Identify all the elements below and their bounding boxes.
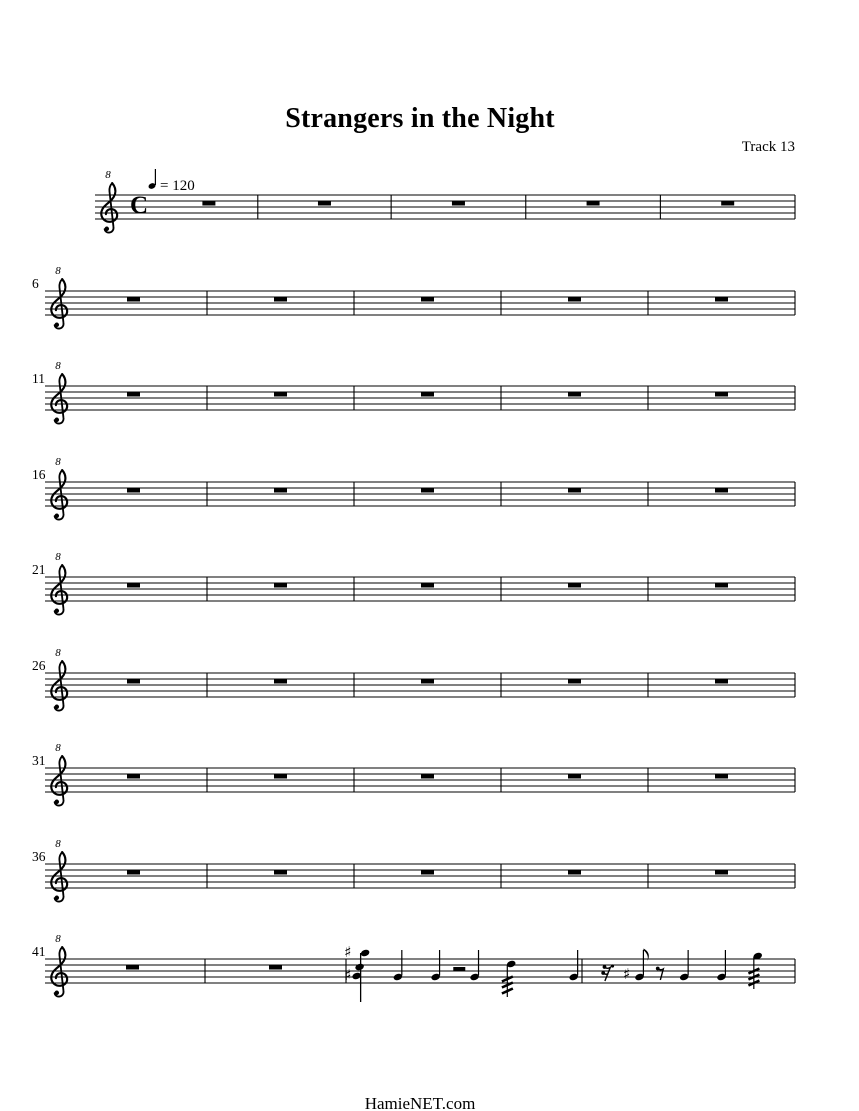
whole-rest bbox=[127, 774, 140, 779]
whole-rest bbox=[421, 679, 434, 684]
svg-text:36: 36 bbox=[32, 849, 46, 864]
eighth-rest bbox=[656, 967, 664, 980]
staff-lines bbox=[95, 195, 795, 219]
sharp-accidental bbox=[344, 966, 351, 984]
svg-text:♯: ♯ bbox=[344, 966, 352, 984]
staff-system-4 bbox=[0, 448, 859, 534]
whole-rest bbox=[568, 392, 581, 397]
whole-rest bbox=[715, 392, 728, 397]
quarter-note bbox=[430, 950, 440, 981]
whole-rest bbox=[127, 392, 140, 397]
svg-text:8: 8 bbox=[55, 265, 61, 277]
whole-rest bbox=[452, 201, 465, 206]
staff-system-1 bbox=[0, 161, 859, 247]
svg-text:8: 8 bbox=[55, 551, 61, 563]
measure-number bbox=[32, 849, 46, 864]
staff-lines bbox=[45, 386, 795, 410]
svg-text:8: 8 bbox=[55, 360, 61, 372]
octave-8-mark bbox=[55, 647, 61, 659]
whole-rest bbox=[715, 488, 728, 493]
whole-rest bbox=[421, 870, 434, 875]
whole-rest bbox=[715, 774, 728, 779]
svg-text:8: 8 bbox=[105, 169, 111, 181]
staff-lines bbox=[45, 291, 795, 315]
octave-8-mark bbox=[105, 169, 111, 181]
whole-rest bbox=[274, 774, 287, 779]
whole-rest bbox=[421, 392, 434, 397]
quarter-note bbox=[679, 950, 689, 981]
measure-number bbox=[32, 658, 46, 673]
whole-rest bbox=[126, 965, 139, 970]
chord-quarter-note bbox=[351, 949, 370, 1002]
svg-text:♯: ♯ bbox=[344, 943, 352, 961]
whole-rest bbox=[269, 965, 282, 970]
track-label: Track 13 bbox=[741, 139, 795, 155]
half-rest bbox=[453, 967, 465, 971]
staff-system-6 bbox=[0, 639, 859, 725]
whole-rest bbox=[127, 679, 140, 684]
whole-rest bbox=[715, 583, 728, 588]
svg-text:16: 16 bbox=[32, 467, 46, 482]
svg-text:8: 8 bbox=[55, 456, 61, 468]
sharp-accidental bbox=[623, 965, 630, 983]
octave-8-mark bbox=[55, 360, 61, 372]
whole-rest bbox=[715, 870, 728, 875]
svg-text:8: 8 bbox=[55, 933, 61, 945]
whole-rest bbox=[568, 583, 581, 588]
whole-rest bbox=[274, 392, 287, 397]
octave-8-mark bbox=[55, 265, 61, 277]
treble-clef-icon bbox=[101, 183, 117, 232]
whole-rest bbox=[274, 679, 287, 684]
whole-rest bbox=[721, 201, 734, 206]
staff-system-7 bbox=[0, 734, 859, 820]
svg-text:6: 6 bbox=[32, 276, 39, 291]
whole-rest bbox=[127, 297, 140, 302]
measure-number bbox=[32, 562, 46, 577]
whole-rest bbox=[568, 297, 581, 302]
svg-text:8: 8 bbox=[55, 838, 61, 850]
sharp-accidental bbox=[344, 943, 351, 961]
svg-text:C: C bbox=[130, 192, 149, 219]
measure-number bbox=[32, 467, 46, 482]
measure-number bbox=[32, 371, 45, 386]
treble-clef-icon bbox=[51, 565, 67, 614]
quarter-note bbox=[716, 950, 726, 981]
whole-rest bbox=[568, 774, 581, 779]
staff-system-2 bbox=[0, 257, 859, 343]
svg-text:8: 8 bbox=[55, 647, 61, 659]
measure-number bbox=[32, 944, 46, 959]
whole-rest bbox=[202, 201, 215, 206]
svg-text:♯: ♯ bbox=[623, 965, 631, 983]
whole-rest bbox=[715, 679, 728, 684]
whole-rest bbox=[127, 488, 140, 493]
octave-8-mark bbox=[55, 551, 61, 563]
staff-system-3 bbox=[0, 352, 859, 438]
whole-rest bbox=[274, 583, 287, 588]
staff-lines bbox=[45, 577, 795, 601]
sheet-content bbox=[32, 0, 795, 1111]
octave-8-mark bbox=[55, 838, 61, 850]
treble-clef-icon bbox=[51, 279, 67, 328]
svg-text:41: 41 bbox=[32, 944, 46, 959]
staff-lines bbox=[45, 768, 795, 792]
svg-text:21: 21 bbox=[32, 562, 46, 577]
svg-text:= 120: = 120 bbox=[160, 178, 195, 194]
page-title: Strangers in the Night bbox=[285, 103, 555, 134]
whole-rest bbox=[421, 583, 434, 588]
svg-text:8: 8 bbox=[55, 742, 61, 754]
treble-clef-icon bbox=[51, 374, 67, 423]
octave-8-mark bbox=[55, 742, 61, 754]
staff-system-8 bbox=[0, 830, 859, 916]
octave-8-mark bbox=[55, 933, 61, 945]
svg-text:11: 11 bbox=[32, 371, 45, 386]
quarter-note bbox=[393, 950, 403, 981]
footer-watermark: HamieNET.com bbox=[364, 1094, 476, 1111]
whole-rest bbox=[421, 297, 434, 302]
whole-rest bbox=[568, 870, 581, 875]
dotted-sixteenth-rest bbox=[601, 964, 614, 981]
whole-rest bbox=[274, 488, 287, 493]
staff-lines bbox=[45, 673, 795, 697]
tempo-marking bbox=[148, 169, 195, 194]
augmentation-dot bbox=[611, 964, 614, 967]
whole-rest bbox=[568, 679, 581, 684]
whole-rest bbox=[568, 488, 581, 493]
whole-rest bbox=[274, 297, 287, 302]
whole-rest bbox=[318, 201, 331, 206]
treble-clef-icon bbox=[51, 661, 67, 710]
svg-text:31: 31 bbox=[32, 753, 46, 768]
staff-lines bbox=[45, 482, 795, 506]
quarter-note bbox=[469, 950, 479, 981]
measure-number bbox=[32, 276, 39, 291]
whole-rest bbox=[715, 297, 728, 302]
treble-clef-icon bbox=[51, 756, 67, 805]
quarter-note bbox=[569, 950, 579, 981]
whole-rest bbox=[421, 774, 434, 779]
svg-text:26: 26 bbox=[32, 658, 46, 673]
treble-clef-icon bbox=[51, 470, 67, 519]
whole-rest bbox=[127, 583, 140, 588]
whole-rest bbox=[587, 201, 600, 206]
staff-system-5 bbox=[0, 543, 859, 629]
measure-number bbox=[32, 753, 46, 768]
time-signature bbox=[130, 192, 148, 219]
whole-rest bbox=[421, 488, 434, 493]
whole-rest bbox=[274, 870, 287, 875]
staff-system-9 bbox=[0, 925, 859, 1011]
staff-lines bbox=[45, 864, 795, 888]
octave-8-mark bbox=[55, 456, 61, 468]
whole-rest bbox=[127, 870, 140, 875]
treble-clef-icon bbox=[51, 852, 67, 901]
treble-clef-icon bbox=[51, 947, 67, 996]
